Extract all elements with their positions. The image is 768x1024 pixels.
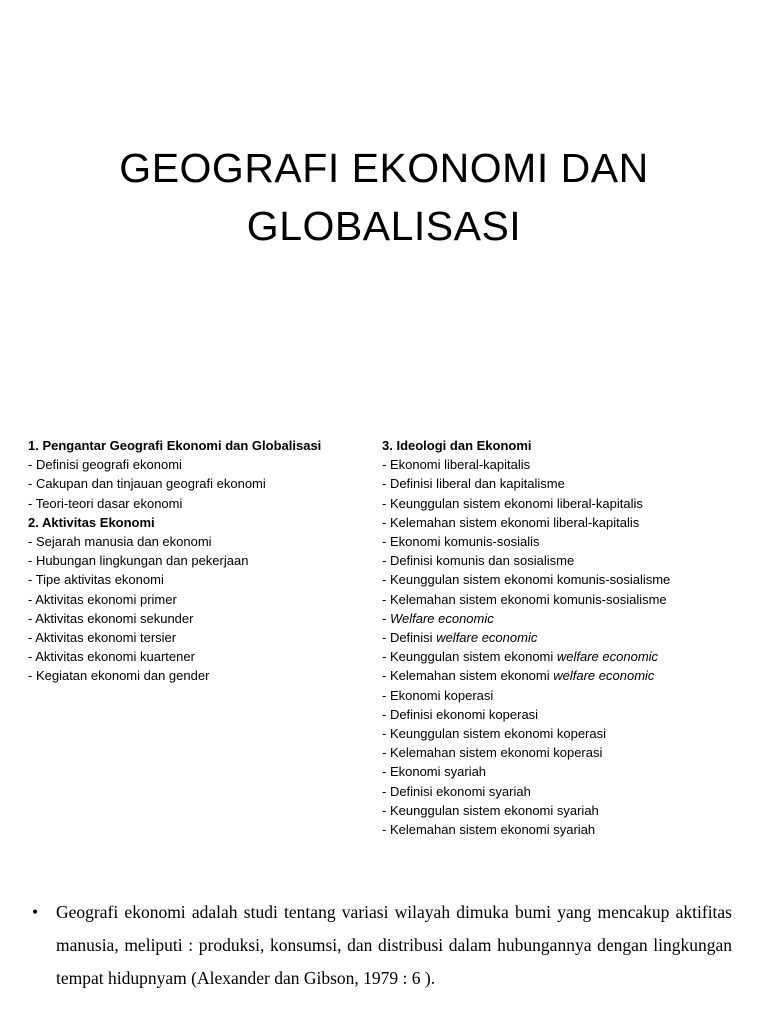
outline-text: - Ekonomi syariah — [382, 764, 487, 780]
outline-text: - Aktivitas ekonomi tersier — [28, 630, 177, 646]
outline-heading — [28, 513, 368, 532]
outline-item — [28, 551, 368, 570]
outline-text: - Aktivitas ekonomi sekunder — [28, 610, 194, 626]
outline-text: 2. Aktivitas Ekonomi — [28, 514, 155, 530]
outline-item — [28, 647, 368, 666]
outline-item — [382, 705, 762, 724]
outline-item — [382, 686, 762, 705]
outline-text: - Sejarah manusia dan ekonomi — [28, 534, 212, 550]
page-title — [0, 139, 768, 255]
outline-text: - Definisi komunis dan sosialisme — [382, 553, 575, 569]
outline-item — [28, 570, 368, 589]
definition-paragraph — [32, 896, 732, 995]
outline-text: - Definisi geografi ekonomi — [28, 457, 182, 473]
outline-item — [382, 782, 762, 801]
outline-text: - Cakupan dan tinjauan geografi ekonomi — [28, 476, 266, 492]
outline-text: - Aktivitas ekonomi kuartener — [28, 649, 195, 665]
outline-text: - Definisi ekonomi syariah — [382, 783, 531, 799]
bullet-marker: • — [32, 902, 39, 922]
outline-item — [382, 820, 762, 839]
title-line-2: GLOBALISASI — [246, 203, 522, 250]
outline-text: - — [382, 610, 390, 626]
outline-item — [382, 628, 762, 647]
title-line-1: GEOGRAFI EKONOMI DAN — [119, 145, 649, 192]
outline-text: - Keunggulan sistem ekonomi — [382, 649, 557, 665]
outline-text: - Kelemahan sistem ekonomi komunis-sosialisme — [382, 591, 667, 607]
outline-heading — [382, 436, 762, 455]
outline-item — [28, 609, 368, 628]
outline-item — [382, 455, 762, 474]
outline-item — [28, 666, 368, 685]
outline-item — [28, 628, 368, 647]
paragraph-text: Geografi ekonomi adalah studi tentang variasi wilayah dimuka bumi yang mencakup aktifitas manusia, meliputi : produksi, konsumsi, dan distribusi dalam hubungannya dengan lingkungan tempat hidupnyam (Alexander dan Gibson, 1979 : 6 ). — [56, 902, 732, 988]
outline-text: - Hubungan lingkungan dan pekerjaan — [28, 553, 249, 569]
outline-item — [382, 513, 762, 532]
outline-text: - Keunggulan sistem ekonomi komunis-sosialisme — [382, 572, 671, 588]
outline-text: - Keunggulan sistem ekonomi syariah — [382, 802, 599, 818]
outline-item — [382, 647, 762, 666]
outline-item — [382, 801, 762, 820]
outline-item — [382, 532, 762, 551]
outline-text: - Tipe aktivitas ekonomi — [28, 572, 164, 588]
left-outline-column — [28, 436, 368, 686]
outline-heading — [28, 436, 368, 455]
outline-text: - Kelemahan sistem ekonomi syariah — [382, 822, 596, 838]
outline-item — [382, 570, 762, 589]
outline-text: - Aktivitas ekonomi primer — [28, 591, 177, 607]
outline-text: - Ekonomi liberal-kapitalis — [382, 457, 531, 473]
outline-text: - Ekonomi koperasi — [382, 687, 494, 703]
outline-text: - Ekonomi komunis-sosialis — [382, 534, 540, 550]
outline-text: - Kelemahan sistem ekonomi liberal-kapitalis — [382, 514, 640, 530]
outline-italic-text: welfare economic — [436, 630, 538, 646]
outline-item — [28, 532, 368, 551]
outline-item — [28, 455, 368, 474]
outline-text: - Kelemahan sistem ekonomi — [382, 668, 554, 684]
outline-italic-text: welfare economic — [553, 668, 655, 684]
outline-text: - Teori-teori dasar ekonomi — [28, 495, 183, 511]
outline-italic-text: welfare economic — [556, 649, 659, 665]
outline-italic-text: Welfare economic — [389, 610, 494, 626]
outline-text: - Definisi — [382, 630, 437, 646]
outline-item — [382, 494, 762, 513]
outline-text: - Kelemahan sistem ekonomi koperasi — [382, 745, 603, 761]
outline-text: - Kegiatan ekonomi dan gender — [28, 668, 210, 684]
outline-text: - Definisi liberal dan kapitalisme — [382, 476, 565, 492]
outline-text: - Keunggulan sistem ekonomi koperasi — [382, 726, 607, 742]
outline-item — [382, 762, 762, 781]
outline-item — [28, 494, 368, 513]
outline-item — [382, 590, 762, 609]
outline-text: 1. Pengantar Geografi Ekonomi dan Globalisasi — [28, 438, 322, 453]
outline-text: 3. Ideologi dan Ekonomi — [382, 438, 532, 453]
outline-item — [28, 474, 368, 493]
right-outline-column — [382, 436, 762, 839]
outline-item — [382, 609, 762, 628]
outline-item — [382, 724, 762, 743]
outline-item — [382, 743, 762, 762]
outline-text: - Definisi ekonomi koperasi — [382, 706, 539, 722]
outline-item — [382, 474, 762, 493]
outline-item — [382, 551, 762, 570]
outline-item — [28, 590, 368, 609]
outline-text: - Keunggulan sistem ekonomi liberal-kapitalis — [382, 495, 643, 511]
outline-item — [382, 666, 762, 685]
